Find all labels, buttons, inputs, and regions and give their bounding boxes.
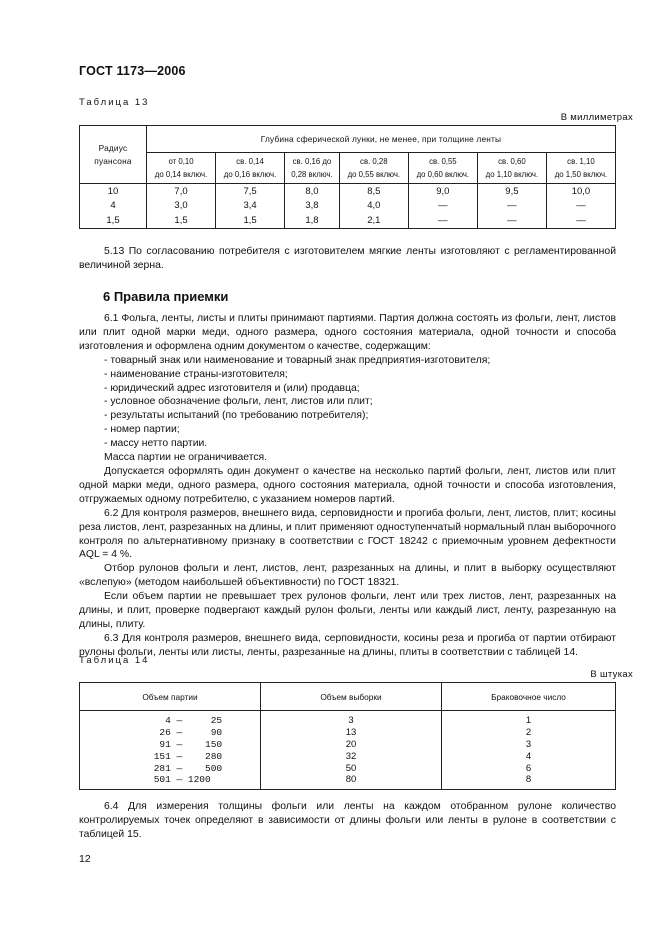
table-cell: — bbox=[408, 213, 477, 228]
section-title: 6 Правила приемки bbox=[103, 289, 229, 304]
table-cell: 3,0 bbox=[147, 199, 216, 214]
table-cell: 26 — 90 bbox=[80, 727, 261, 739]
table-row bbox=[80, 762, 616, 774]
table-cell: — bbox=[546, 213, 615, 228]
table-cell: 4,0 bbox=[339, 199, 408, 214]
table-cell: 6 bbox=[442, 762, 616, 774]
col-header-radius: Радиус пуансона bbox=[80, 126, 147, 184]
table-cell: — bbox=[477, 199, 546, 214]
table-cell: 3 bbox=[442, 739, 616, 751]
table-cell: 7,5 bbox=[216, 184, 285, 199]
table-row bbox=[80, 711, 616, 727]
table-cell: 10 bbox=[80, 184, 147, 199]
table-cell: 7,0 bbox=[147, 184, 216, 199]
col-header-sample-size: Объем выборки bbox=[261, 683, 442, 711]
sub-header-row bbox=[80, 153, 616, 184]
list-item: - результаты испытаний (по требованию потребителя); bbox=[104, 410, 369, 422]
table-cell: 13 bbox=[261, 727, 442, 739]
table-cell: 1,5 bbox=[216, 213, 285, 228]
sub-header-thickness-2: св. 0,14 до 0,16 включ. bbox=[216, 153, 285, 184]
section-text bbox=[79, 312, 616, 660]
table-cell: 1 bbox=[442, 711, 616, 727]
table-13-caption: Таблица 13 bbox=[79, 97, 150, 108]
table-cell: 3,4 bbox=[216, 199, 285, 214]
table-cell: 1,5 bbox=[147, 213, 216, 228]
table-cell: 151 — 280 bbox=[80, 750, 261, 762]
col-header-reject-number: Браковочное число bbox=[442, 683, 616, 711]
table-row bbox=[80, 774, 616, 789]
table-cell: 2,1 bbox=[339, 213, 408, 228]
paragraph: Отбор рулонов фольги и лент, листов, лент, разрезанных на длины, и плит в выборку осуществляют «вслепую» (методом наибольшей объективности) по ГОСТ 18321. bbox=[79, 563, 616, 589]
sub-header-thickness-4: св. 0,28 до 0,55 включ. bbox=[339, 153, 408, 184]
table-cell: 3,8 bbox=[285, 199, 340, 214]
table-13-units: В миллиметрах bbox=[560, 112, 633, 123]
table-row bbox=[80, 199, 616, 214]
table-row bbox=[80, 213, 616, 228]
sub-header-thickness-1: от 0,10 до 0,14 включ. bbox=[147, 153, 216, 184]
list-item: - массу нетто партии. bbox=[104, 438, 208, 450]
table-cell: 20 bbox=[261, 739, 442, 751]
table-cell: 4 bbox=[80, 199, 147, 214]
list-item: - условное обозначение фольги, лент, листов или плит; bbox=[104, 396, 373, 408]
paragraph-6-4: 6.4 Для измерения толщины фольги или ленты на каждом отобранном рулоне количество контролируемых точек определяют в зависимости от длины фольги или ленты в рулоне в соответствии с таблицей 15. bbox=[79, 801, 616, 840]
list-item: - товарный знак или наименование и товарный знак предприятия-изготовителя; bbox=[104, 354, 491, 366]
table-cell: 1,8 bbox=[285, 213, 340, 228]
table-cell: — bbox=[408, 199, 477, 214]
table-14-caption: Таблица 14 bbox=[79, 655, 150, 666]
table-cell: 4 — 25 bbox=[80, 711, 261, 727]
table-row bbox=[80, 750, 616, 762]
paragraph: Если объем партии не превышает трех рулонов фольги, лент или трех листов, лент, разрезанных на длины, и плит, проверке подвергают каждый рулон фольги, ленты или каждый лист, ленту, разрезанную на длины, плиту. bbox=[79, 591, 616, 630]
table-cell: 3 bbox=[261, 711, 442, 727]
table-14-units: В штуках bbox=[590, 669, 633, 680]
paragraph-5-13: 5.13 По согласованию потребителя с изготовителем мягкие ленты изготовляют с регламентированной величиной зерна. bbox=[79, 246, 616, 271]
table-cell: 80 bbox=[261, 774, 442, 789]
paragraph: 6.1 Фольга, ленты, листы и плиты принимают партиями. Партия должна состоять из фольги, лент, листов или плит одной марки меди, одного размера, одного состояния материала, одной точности и способа изготовления и оформлена одним документом о качестве, содержащим: bbox=[79, 313, 616, 352]
table-14 bbox=[79, 682, 616, 790]
list-item: - юридический адрес изготовителя и (или) продавца; bbox=[104, 382, 360, 394]
table-cell: 91 — 150 bbox=[80, 739, 261, 751]
paragraph: Допускается оформлять один документ о качестве на несколько партий фольги, лент, листов или плит одной марки меди, одного размера, одного состояния материала, одной точности и способа изготовления, отгружаемых одному потребителю, с указанием номеров партий. bbox=[79, 465, 616, 505]
page-number: 12 bbox=[79, 853, 91, 865]
paragraph: 6.2 Для контроля размеров, внешнего вида, серповидности и прогиба фольги, лент, листов, плит; косины реза листов, лент, разрезанных на длины, и плит применяют одноступенчатый нормальный план выборочного контроля по альтернативному признаку в соответствии с ГОСТ 18242 с приемочным уровнем дефектности AQL = 4 %. bbox=[79, 507, 616, 561]
table-cell: 32 bbox=[261, 750, 442, 762]
table-row bbox=[80, 739, 616, 751]
sub-header-thickness-5: св. 0,55 до 0,60 включ. bbox=[408, 153, 477, 184]
list-item: - номер партии; bbox=[104, 424, 180, 436]
table-cell: — bbox=[546, 199, 615, 214]
table-cell: 4 bbox=[442, 750, 616, 762]
table-cell: 1,5 bbox=[80, 213, 147, 228]
table-cell: — bbox=[477, 213, 546, 228]
table-row bbox=[80, 184, 616, 199]
col-header-lot-size: Объем партии bbox=[80, 683, 261, 711]
table-row bbox=[80, 727, 616, 739]
table-cell: 501 — 1200 bbox=[80, 774, 261, 789]
document-header: ГОСТ 1173—2006 bbox=[79, 64, 186, 78]
table-cell: 9,5 bbox=[477, 184, 546, 199]
list-item: - наименование страны-изготовителя; bbox=[104, 368, 288, 380]
table-cell: 9,0 bbox=[408, 184, 477, 199]
table-cell: 10,0 bbox=[546, 184, 615, 199]
sub-header-thickness-6: св. 0,60 до 1,10 включ. bbox=[477, 153, 546, 184]
table-cell: 8,0 bbox=[285, 184, 340, 199]
table-cell: 50 bbox=[261, 762, 442, 774]
table-13 bbox=[79, 125, 616, 229]
paragraph: Масса партии не ограничивается. bbox=[104, 452, 268, 464]
sub-header-thickness-3: св. 0,16 до 0,28 включ. bbox=[285, 153, 340, 184]
table-cell: 8 bbox=[442, 774, 616, 789]
table-cell: 2 bbox=[442, 727, 616, 739]
table-cell: 281 — 500 bbox=[80, 762, 261, 774]
paragraph: 6.3 Для контроля размеров, внешнего вида, серповидности, косины реза и прогиба от партии отбирают рулоны фольги, ленты или листы, ленты, разрезанные на длины, плиты в соответствии с таблицей 14. bbox=[79, 632, 616, 658]
table-cell: 8,5 bbox=[339, 184, 408, 199]
sub-header-thickness-7: св. 1,10 до 1,50 включ. bbox=[546, 153, 615, 184]
col-header-group: Глубина сферической лунки, не менее, при толщине ленты bbox=[147, 126, 616, 153]
